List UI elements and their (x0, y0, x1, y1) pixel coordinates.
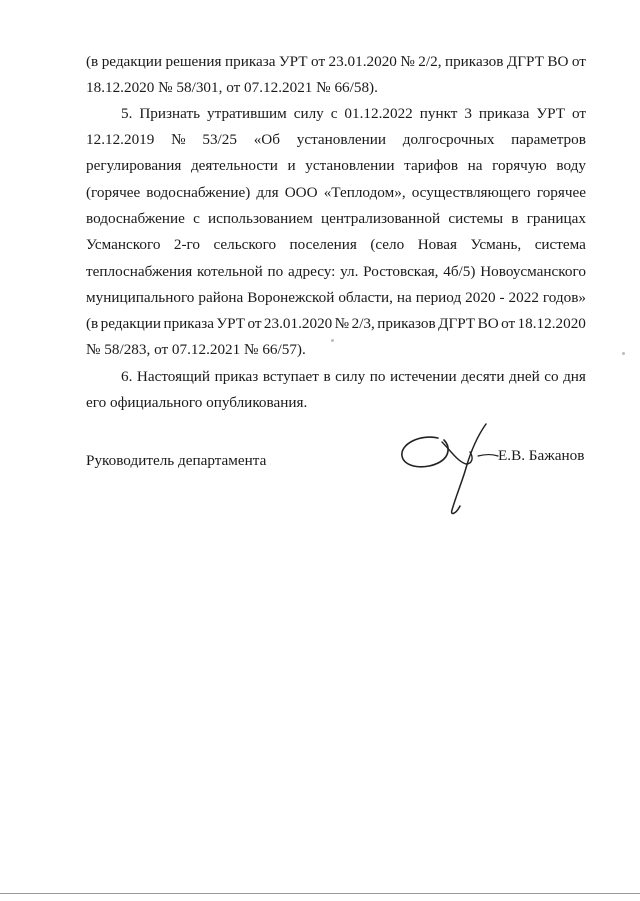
word: ул. (340, 263, 359, 280)
word: 4б/5) (443, 263, 476, 280)
word: решения (165, 53, 222, 70)
word: параметров (511, 131, 586, 148)
word: централизованной (320, 210, 441, 227)
word: дней (508, 368, 540, 385)
scan-edge-line (0, 893, 640, 894)
word: 3 (464, 105, 472, 122)
scan-speck (622, 352, 625, 355)
word: (в (86, 53, 99, 70)
word: - (499, 289, 505, 306)
word: силу (335, 368, 366, 385)
word: силу (293, 105, 324, 122)
scan-speck (331, 339, 334, 342)
word: от (501, 315, 516, 332)
word: деятельности (190, 157, 278, 174)
word: приказа (478, 105, 530, 122)
word: утратившим (207, 105, 287, 122)
word: 2-го (173, 236, 201, 253)
word: регулирования (86, 157, 182, 174)
word: воду (556, 157, 586, 174)
signatory-position: Руководитель департамента (86, 452, 267, 469)
word: № (400, 53, 415, 70)
word: годов» (542, 289, 586, 306)
word: (село (370, 236, 405, 253)
word: Усманского (86, 236, 161, 253)
word: дня (563, 368, 586, 385)
word: в (323, 368, 331, 385)
word: границах (526, 210, 586, 227)
word: установлении (305, 157, 395, 174)
word: 12.12.2019 (86, 131, 155, 148)
word: истечении (389, 368, 457, 385)
word: района (198, 289, 244, 306)
word: 5. (121, 105, 133, 122)
word: Воронежской (247, 289, 335, 306)
word: 23.01.2020 (263, 315, 333, 332)
word: водоснабжение (86, 210, 185, 227)
word: сельского (213, 236, 277, 253)
word: долгосрочных (402, 131, 495, 148)
word: УРТ (536, 105, 565, 122)
word: № (334, 315, 350, 332)
word: 18.12.2020 (517, 315, 586, 332)
word: от (571, 53, 586, 70)
word: приказа (163, 315, 214, 332)
word: водоснабжение) (146, 184, 251, 201)
paragraph-5-line-2 (86, 130, 586, 150)
word: (горячее (86, 184, 141, 201)
word: № (171, 131, 186, 148)
word: адресу: (288, 263, 336, 280)
word: «Теплодом», (323, 184, 406, 201)
word: 2020 (465, 289, 496, 306)
word: приказ (214, 368, 259, 385)
word: горячую (492, 157, 547, 174)
word: с (330, 105, 338, 122)
word: редакции (101, 53, 163, 70)
word: вступает (262, 368, 319, 385)
word: поселения (289, 236, 357, 253)
word: приказов (377, 315, 436, 332)
word: Новоусманского (480, 263, 586, 280)
word: на (467, 157, 483, 174)
paragraph-5-line-6 (86, 235, 586, 255)
word: Настоящий (136, 368, 211, 385)
word: от (571, 105, 586, 122)
paragraph-5-line-3 (86, 156, 586, 176)
word: области, (338, 289, 393, 306)
word: для (256, 184, 279, 201)
word: приказа (224, 53, 276, 70)
word: с (193, 210, 200, 227)
word: по (369, 368, 386, 385)
word: муниципального (86, 289, 195, 306)
word: период (415, 289, 462, 306)
word: тарифов (404, 157, 459, 174)
word: Усмань, (470, 236, 522, 253)
signatory-name: Е.В. Бажанов (498, 447, 585, 464)
word: от (247, 315, 262, 332)
word: ВО (477, 315, 499, 332)
word: на (396, 289, 412, 306)
word: (в (86, 315, 99, 332)
word: котельной (197, 263, 263, 280)
word: 6. (121, 368, 133, 385)
word: УРТ (278, 53, 308, 70)
word: система (534, 236, 586, 253)
word: от (311, 53, 326, 70)
word: 2022 (508, 289, 539, 306)
word: Признать (139, 105, 201, 122)
paragraph-6-line-2: его официального опубликования. (86, 394, 308, 411)
word: системы (448, 210, 504, 227)
word: Новая (417, 236, 457, 253)
word: редакции (100, 315, 162, 332)
word: пункт (419, 105, 458, 122)
word: ООО (284, 184, 318, 201)
word: десяти (461, 368, 505, 385)
paragraph-4-line-1 (86, 52, 586, 72)
paragraph-5-line-7 (86, 262, 586, 282)
paragraph-5-line-9 (86, 314, 586, 334)
word: 53/25 (202, 131, 237, 148)
paragraph-5-line-5 (86, 209, 586, 229)
word: 2/2, (418, 53, 442, 70)
word: ВО (547, 53, 569, 70)
word: «Об (253, 131, 280, 148)
word: и (287, 157, 296, 174)
word: в (511, 210, 519, 227)
word: горячее (536, 184, 586, 201)
paragraph-4-line-2: 18.12.2020 № 58/301, от 07.12.2021 № 66/58). (86, 79, 378, 96)
word: осуществляющего (411, 184, 531, 201)
word: Ростовская, (363, 263, 439, 280)
word: по (267, 263, 284, 280)
word: ДГРТ (506, 53, 544, 70)
word: 23.01.2020 (328, 53, 397, 70)
handwritten-signature (390, 420, 510, 520)
word: 01.12.2022 (344, 105, 413, 122)
word: ДГРТ (438, 315, 476, 332)
word: со (544, 368, 559, 385)
paragraph-5-line-4 (86, 183, 586, 203)
word: приказов (444, 53, 504, 70)
word: УРТ (216, 315, 246, 332)
paragraph-5-line-10: № 58/283, от 07.12.2021 № 66/57). (86, 341, 306, 358)
word: теплоснабжения (86, 263, 193, 280)
word: установлении (296, 131, 387, 148)
word: 2/3, (351, 315, 375, 332)
paragraph-5-line-8 (86, 288, 586, 308)
paragraph-6-line-1 (121, 367, 586, 387)
paragraph-5-line-1 (121, 104, 586, 124)
word: использованием (208, 210, 313, 227)
